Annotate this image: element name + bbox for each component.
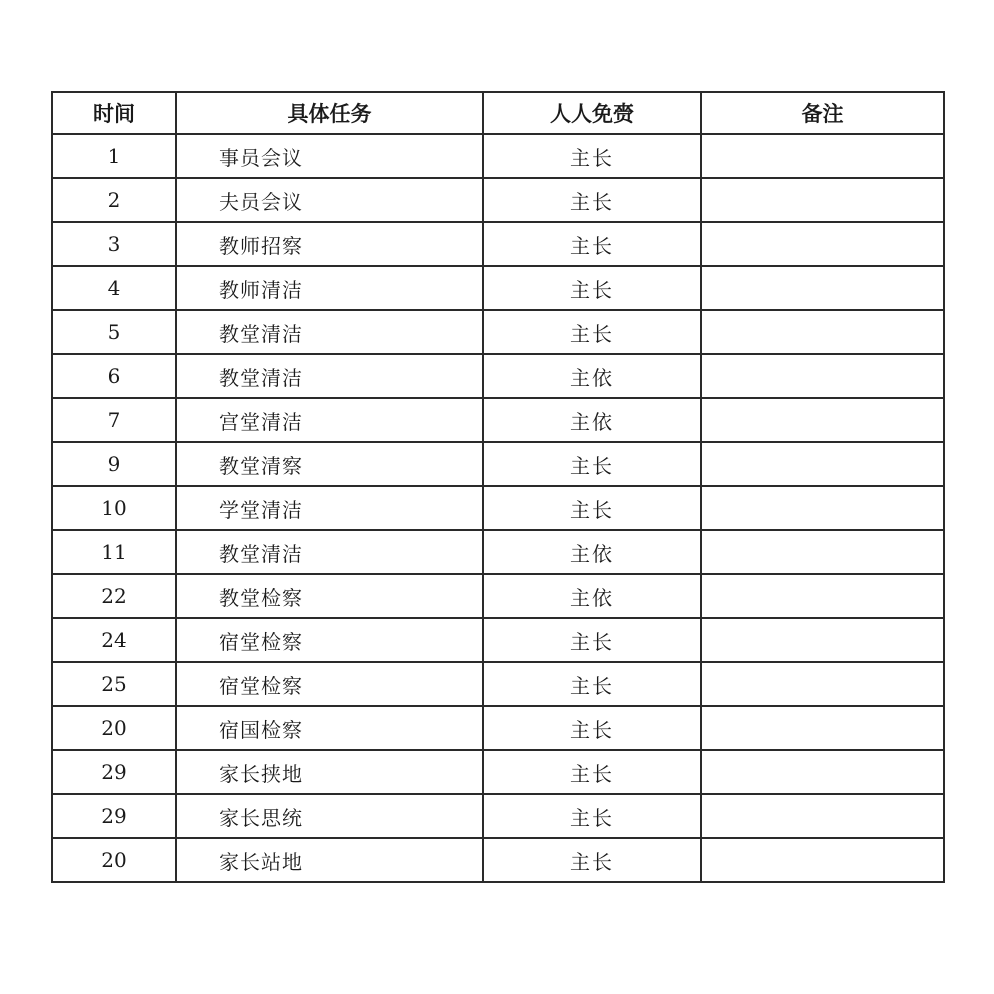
cell-time: 7	[52, 398, 176, 442]
cell-note	[701, 442, 944, 486]
header-time: 时间	[52, 92, 176, 134]
cell-time: 25	[52, 662, 176, 706]
table-body	[52, 134, 944, 882]
cell-time: 6	[52, 354, 176, 398]
cell-owner: 主依	[483, 354, 701, 398]
cell-time: 5	[52, 310, 176, 354]
table-row	[52, 266, 944, 310]
task-schedule-table	[51, 91, 945, 883]
cell-note	[701, 618, 944, 662]
cell-task: 教堂清洁	[176, 310, 483, 354]
cell-time: 20	[52, 706, 176, 750]
cell-note	[701, 222, 944, 266]
table-row	[52, 442, 944, 486]
cell-time: 29	[52, 794, 176, 838]
cell-owner: 主长	[483, 662, 701, 706]
table-row	[52, 530, 944, 574]
cell-note	[701, 310, 944, 354]
cell-time: 1	[52, 134, 176, 178]
cell-time: 29	[52, 750, 176, 794]
table-row	[52, 222, 944, 266]
cell-owner: 主长	[483, 706, 701, 750]
cell-note	[701, 178, 944, 222]
cell-note	[701, 706, 944, 750]
cell-owner: 主长	[483, 134, 701, 178]
table-row	[52, 486, 944, 530]
cell-owner: 主依	[483, 398, 701, 442]
cell-task: 家长思统	[176, 794, 483, 838]
table-header	[52, 92, 944, 134]
header-owner: 人人免赍	[483, 92, 701, 134]
cell-time: 24	[52, 618, 176, 662]
table-row	[52, 178, 944, 222]
cell-time: 22	[52, 574, 176, 618]
cell-note	[701, 794, 944, 838]
header-row	[52, 92, 944, 134]
cell-task: 夫员会议	[176, 178, 483, 222]
table-row	[52, 838, 944, 882]
cell-task: 学堂清洁	[176, 486, 483, 530]
cell-task: 宿国检察	[176, 706, 483, 750]
cell-note	[701, 530, 944, 574]
table-row	[52, 706, 944, 750]
cell-owner: 主长	[483, 222, 701, 266]
cell-task: 宫堂清洁	[176, 398, 483, 442]
table-row	[52, 794, 944, 838]
table-row	[52, 310, 944, 354]
cell-task: 教师招察	[176, 222, 483, 266]
cell-note	[701, 354, 944, 398]
cell-task: 宿堂检察	[176, 662, 483, 706]
cell-time: 10	[52, 486, 176, 530]
table-row	[52, 398, 944, 442]
cell-note	[701, 574, 944, 618]
cell-task: 家长站地	[176, 838, 483, 882]
cell-note	[701, 398, 944, 442]
cell-task: 家长挟地	[176, 750, 483, 794]
table-row	[52, 618, 944, 662]
cell-owner: 主长	[483, 310, 701, 354]
cell-owner: 主依	[483, 530, 701, 574]
cell-owner: 主长	[483, 486, 701, 530]
cell-time: 4	[52, 266, 176, 310]
cell-note	[701, 134, 944, 178]
cell-task: 宿堂检察	[176, 618, 483, 662]
table-row	[52, 134, 944, 178]
cell-time: 9	[52, 442, 176, 486]
cell-owner: 主长	[483, 266, 701, 310]
cell-note	[701, 266, 944, 310]
table-row	[52, 750, 944, 794]
cell-task: 教堂清察	[176, 442, 483, 486]
cell-task: 教堂清洁	[176, 354, 483, 398]
cell-owner: 主长	[483, 178, 701, 222]
cell-time: 20	[52, 838, 176, 882]
cell-task: 教堂清洁	[176, 530, 483, 574]
cell-time: 3	[52, 222, 176, 266]
cell-owner: 主依	[483, 574, 701, 618]
cell-note	[701, 486, 944, 530]
cell-owner: 主长	[483, 750, 701, 794]
cell-task: 教师清洁	[176, 266, 483, 310]
table-row	[52, 354, 944, 398]
cell-owner: 主长	[483, 838, 701, 882]
cell-task: 教堂检察	[176, 574, 483, 618]
cell-note	[701, 662, 944, 706]
header-note: 备注	[701, 92, 944, 134]
header-task: 具体任务	[176, 92, 483, 134]
cell-owner: 主长	[483, 794, 701, 838]
cell-time: 2	[52, 178, 176, 222]
cell-task: 事员会议	[176, 134, 483, 178]
cell-note	[701, 838, 944, 882]
table-row	[52, 662, 944, 706]
cell-owner: 主长	[483, 618, 701, 662]
cell-time: 11	[52, 530, 176, 574]
cell-owner: 主长	[483, 442, 701, 486]
cell-note	[701, 750, 944, 794]
table-row	[52, 574, 944, 618]
